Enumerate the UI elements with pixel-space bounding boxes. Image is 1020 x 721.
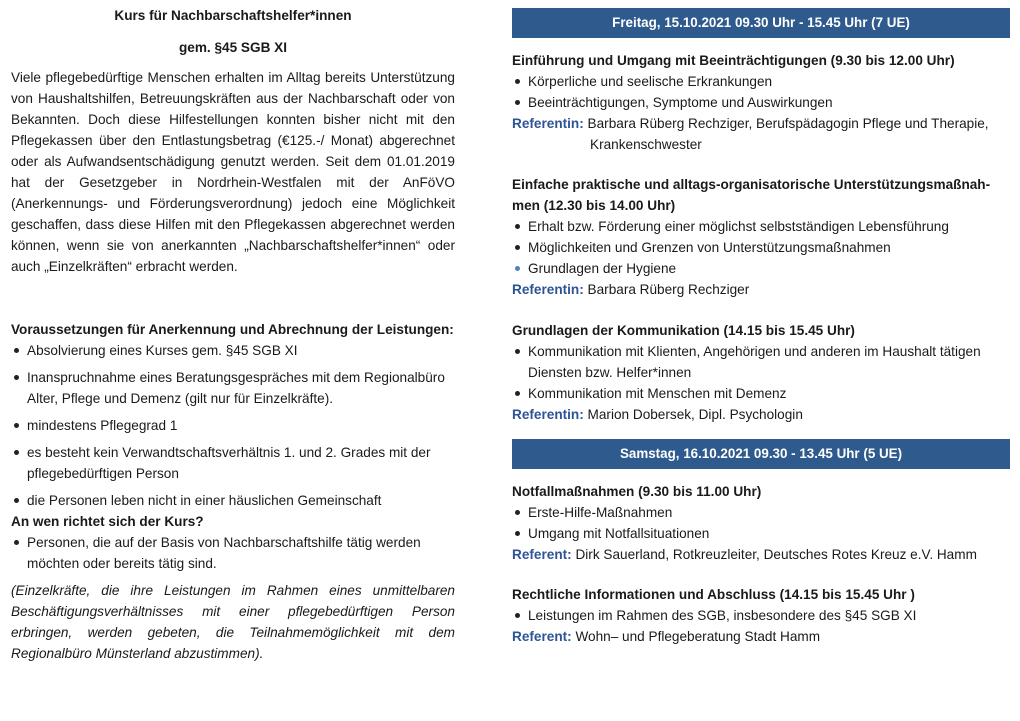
speaker-name: Marion Dobersek, Dipl. Psychologin	[587, 407, 803, 422]
list-item: Erste-Hilfe-Maßnahmen	[512, 502, 1010, 523]
session-heading: Grundlagen der Kommunikation (14.15 bis 15.45 Uhr)	[512, 323, 855, 338]
session-legal	[512, 584, 1010, 647]
session-emergency	[512, 481, 1010, 565]
session-communication	[512, 320, 1010, 425]
course-title: Kurs für Nachbarschaftshelfer*innen	[114, 8, 352, 23]
list-item: Absolvierung eines Kurses gem. §45 SGB XI	[11, 340, 455, 361]
requirements-heading: Voraussetzungen für Anerkennung und Abrechnung der Leistungen:	[11, 322, 454, 337]
session-items	[512, 341, 1010, 404]
speaker-label: Referent:	[512, 629, 572, 644]
speaker-line	[512, 626, 1010, 647]
speaker-line	[512, 279, 1010, 300]
session-items	[512, 502, 1010, 544]
list-item: Inanspruchnahme eines Beratungsgespräches mit dem Regionalbüro Alter, Pflege und Demenz (gilt nur für Einzelkräfte).	[11, 367, 455, 409]
note-paragraph: (Einzelkräfte, die ihre Leistungen im Rahmen eines unmittelbaren Beschäftigungsverhältnisses mit einer pflegebedürftigen Person erbringen, werden gebeten, die Teilnahmemöglichkeit mit dem Regionalbüro Münsterland abzustimmen).	[11, 583, 455, 661]
session-heading: Rechtliche Informationen und Abschluss (14.15 bis 15.45 Uhr )	[512, 587, 915, 602]
session-practical	[512, 174, 1010, 300]
audience-list	[11, 532, 455, 574]
list-item: Grundlagen der Hygiene	[512, 258, 1010, 279]
speaker-label: Referentin:	[512, 282, 584, 297]
audience-heading: An wen richtet sich der Kurs?	[11, 514, 204, 529]
session-items	[512, 605, 1010, 626]
day-banner-friday: Freitag, 15.10.2021 09.30 Uhr - 15.45 Uhr (7 UE)	[512, 8, 1010, 38]
speaker-label: Referentin:	[512, 116, 584, 131]
session-heading: Einführung und Umgang mit Beeinträchtigungen (9.30 bis 12.00 Uhr)	[512, 53, 955, 68]
speaker-name: Dirk Sauerland, Rotkreuzleiter, Deutsches Rotes Kreuz e.V. Hamm	[575, 547, 977, 562]
list-item: Umgang mit Notfallsituationen	[512, 523, 1010, 544]
list-item: Kommunikation mit Menschen mit Demenz	[512, 383, 1010, 404]
speaker-name-continued: Krankenschwester	[590, 137, 702, 152]
list-item: Beeinträchtigungen, Symptome und Auswirkungen	[512, 92, 1010, 113]
session-heading-continued: men (12.30 bis 14.00 Uhr)	[512, 198, 676, 213]
list-item: Leistungen im Rahmen des SGB, insbesondere des §45 SGB XI	[512, 605, 1010, 626]
left-column	[11, 0, 455, 664]
session-heading: Notfallmaßnahmen (9.30 bis 11.00 Uhr)	[512, 484, 762, 499]
list-item: Körperliche und seelische Erkrankungen	[512, 71, 1010, 92]
speaker-line	[512, 113, 1010, 134]
speaker-label: Referentin:	[512, 407, 584, 422]
list-item: Möglichkeiten und Grenzen von Unterstützungsmaßnahmen	[512, 237, 1010, 258]
list-item: es besteht kein Verwandtschaftsverhältnis 1. und 2. Grades mit der pflegebedürftigen Person	[11, 442, 455, 484]
list-item: Personen, die auf der Basis von Nachbarschaftshilfe tätig werden möchten oder bereits tätig sind.	[11, 532, 455, 574]
list-item: Erhalt bzw. Förderung einer möglichst selbstständigen Lebensführung	[512, 216, 1010, 237]
speaker-line	[512, 404, 1010, 425]
list-item: mindestens Pflegegrad 1	[11, 415, 455, 436]
speaker-label: Referent:	[512, 547, 572, 562]
right-column	[512, 8, 1010, 647]
course-subtitle: gem. §45 SGB XI	[178, 40, 288, 55]
list-item: Kommunikation mit Klienten, Angehörigen und anderen im Haushalt tätigen Diensten bzw. Helfer*innen	[512, 341, 1010, 383]
list-item: die Personen leben nicht in einer häuslichen Gemeinschaft	[11, 490, 455, 511]
intro-paragraph: Viele pflegebedürftige Menschen erhalten im Alltag bereits Unterstützung von Haushaltshilfen, Betreuungskräften aus der Nachbarschaft oder von Bekannten. Doch diese Hilfestellungen konnten bisher nicht mit den Pflegekassen über den Entlastungsbetrag (€125.-/ Monat) abgerechnet oder als Aufwandsentschädigung genutzt werden. Seit dem 01.01.2019 hat der Gesetzgeber in Nordrhein-Westfalen mit der AnFöVO (Anerkennungs- und Förderungsverordnung) jedoch eine Möglichkeit geschaffen, dass diese Hilfen mit den Pflegekassen abgerechnet werden können, wenn sie von anerkannten „Nachbarschaftshelfer*innen“ oder auch „Einzelkräften“ erbracht werden.	[11, 70, 455, 274]
requirements-list	[11, 340, 455, 511]
speaker-line	[512, 544, 1010, 565]
session-items	[512, 71, 1010, 113]
speaker-name: Wohn– und Pflegeberatung Stadt Hamm	[575, 629, 821, 644]
day-banner-saturday: Samstag, 16.10.2021 09.30 - 13.45 Uhr (5 UE)	[512, 439, 1010, 469]
session-heading: Einfache praktische und alltags-organisatorische Unterstützungsmaßnah-	[512, 177, 991, 192]
speaker-name: Barbara Rüberg Rechziger	[587, 282, 750, 297]
session-intro	[512, 50, 1010, 155]
speaker-name: Barbara Rüberg Rechziger, Berufspädagogin Pflege und Therapie,	[587, 116, 989, 131]
session-items	[512, 216, 1010, 279]
